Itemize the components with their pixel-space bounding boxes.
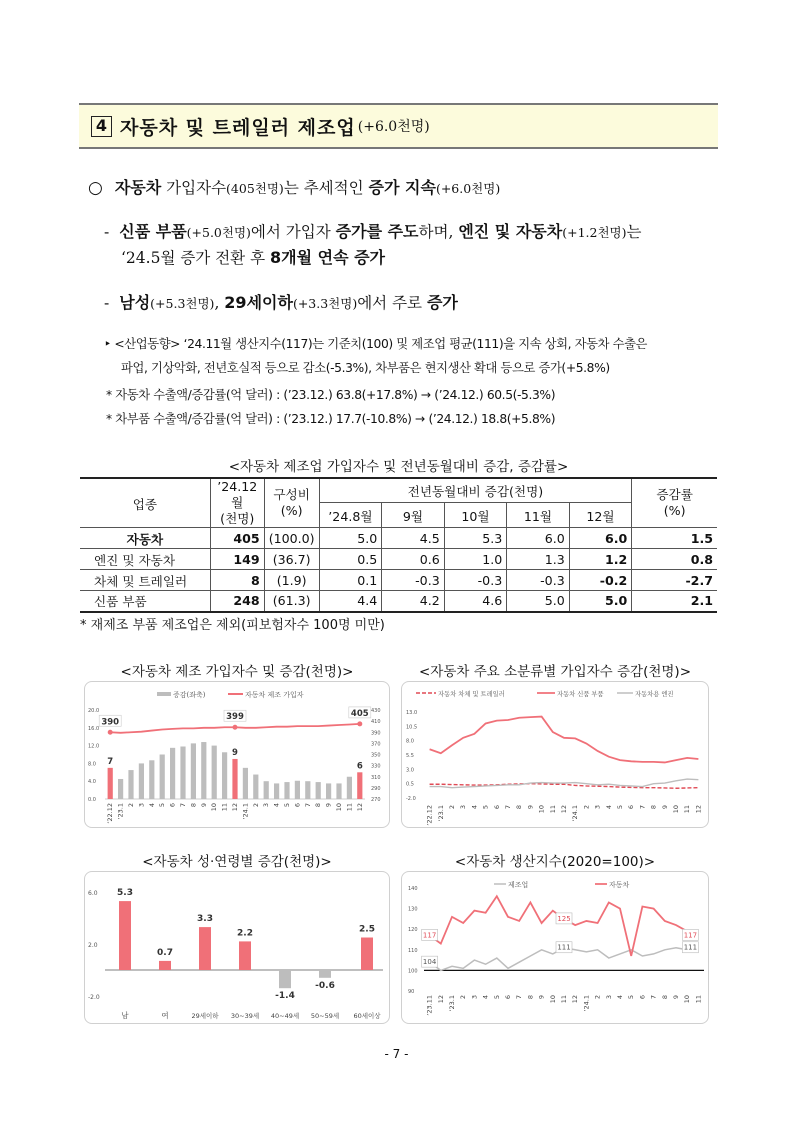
x-tick-label: 2 <box>251 803 260 808</box>
bar <box>128 770 133 799</box>
dash: - <box>104 294 110 312</box>
y-tick-label: 8.0 <box>406 738 414 745</box>
section-number: 4 <box>91 116 112 137</box>
data-label: 117 <box>683 931 698 940</box>
x-tick-label: 2 <box>582 805 591 810</box>
bar <box>357 772 362 799</box>
header-month: 11월 <box>507 503 570 528</box>
x-tick-label: 9 <box>324 803 333 808</box>
header-month: 10월 <box>444 503 507 528</box>
x-tick-label: 5 <box>627 995 636 1000</box>
chart1-title: <자동차 제조 가입자수 및 증감(천명)> <box>120 664 354 680</box>
y-tick-label: 90 <box>408 989 415 995</box>
y-tick-label-left: 4.0 <box>88 779 96 786</box>
data-label: 6 <box>356 761 363 772</box>
row-share: (36.7) <box>264 549 319 570</box>
bar <box>199 927 211 970</box>
x-tick-label: 7 <box>179 803 187 808</box>
x-tick-label: 4 <box>272 803 281 808</box>
row-rate: 1.5 <box>632 528 717 549</box>
p1-c: (405천명) <box>226 181 284 196</box>
y-tick-label: 140 <box>408 886 418 892</box>
bar <box>239 941 251 970</box>
p3-g: 증가 <box>426 293 458 312</box>
y-tick-label: 0.5 <box>406 781 414 788</box>
bar <box>326 783 331 799</box>
bar <box>108 768 113 799</box>
header-month: ’24.8월 <box>319 503 382 528</box>
x-tick-label: 남 <box>121 1011 129 1020</box>
x-tick-label: 12 <box>694 805 703 814</box>
bar <box>279 970 291 988</box>
row-share: (100.0) <box>264 528 319 549</box>
y-tick-label-right: 350 <box>371 752 381 759</box>
x-tick-label: 여 <box>161 1011 169 1020</box>
bar <box>253 775 258 799</box>
x-tick-label: 7 <box>504 805 512 810</box>
row-month: -0.3 <box>507 570 570 591</box>
export-note-car: * 자동차 수출액/증감률(억 달러) : (’23.12.) 63.8(+17.8%) → (’24.12.) 60.5(-5.3%) <box>106 388 556 402</box>
bar <box>222 752 227 799</box>
row-month: 0.1 <box>319 570 382 591</box>
bullet-circle: ○ <box>88 178 103 198</box>
series-line <box>430 784 699 789</box>
y-tick-label-left: 16.0 <box>88 725 100 732</box>
p3-e: (+3.3천명) <box>292 296 358 311</box>
series-line <box>430 717 699 763</box>
legend-label: 자동차 차체 및 트레일러 <box>438 691 505 698</box>
x-tick-label: 50~59세 <box>310 1012 340 1020</box>
series-line <box>430 779 699 788</box>
row-month: 5.0 <box>319 528 382 549</box>
chart-gender-age-svg <box>85 872 390 1024</box>
x-tick-label: 6 <box>168 803 177 808</box>
y-tick-label-right: 430 <box>371 708 381 714</box>
data-label: 111 <box>683 943 698 952</box>
x-tick-label: 6 <box>492 805 501 810</box>
x-tick-label: 3 <box>470 995 479 1000</box>
line-point <box>108 730 113 735</box>
p1-d: 는 추세적인 <box>283 179 369 197</box>
x-tick-label: 9 <box>672 995 680 1000</box>
bar <box>139 763 144 799</box>
y-tick-label-right: 270 <box>371 797 381 803</box>
dash: - <box>104 223 110 241</box>
x-tick-label: 11 <box>345 803 354 812</box>
x-tick-label: 4 <box>604 805 613 810</box>
header-rate-2: (%) <box>663 503 686 518</box>
bar <box>319 970 331 978</box>
x-tick-label: ’22.12 <box>106 803 115 824</box>
x-tick-label: 10 <box>335 803 343 812</box>
row-dec: 149 <box>210 549 264 570</box>
y-tick-label: 130 <box>408 906 418 913</box>
x-tick-label: 11 <box>548 805 557 814</box>
legend-swatch-bar <box>157 692 171 696</box>
x-tick-label: 8 <box>649 805 658 810</box>
paragraph-2-line-1 <box>104 219 641 242</box>
row-share: (1.9) <box>264 570 319 591</box>
x-tick-label: 10 <box>683 995 692 1004</box>
data-label: 399 <box>226 712 244 723</box>
chart-subscribers-svg <box>85 682 390 828</box>
bar <box>232 759 237 799</box>
header-dec-2: (천명) <box>220 511 255 526</box>
chart-subscribers <box>84 681 390 828</box>
x-tick-label: 6 <box>504 995 512 1000</box>
x-tick-label: ’23.1 <box>448 995 456 1012</box>
y-tick-label-right: 410 <box>371 719 381 726</box>
row-month: 1.2 <box>569 549 632 570</box>
x-tick-label: 9 <box>537 995 546 1000</box>
bar <box>295 781 300 799</box>
x-tick-label: ’24.1 <box>582 995 591 1012</box>
p2-d: 증가를 주도 <box>335 222 419 241</box>
x-tick-label: 7 <box>638 805 647 810</box>
x-tick-label: 10 <box>548 995 557 1004</box>
x-tick-label: 4 <box>481 995 490 1000</box>
chart2-title: <자동차 주요 소분류별 가입자수 증감(천명)> <box>418 664 692 680</box>
data-label: 125 <box>557 914 571 923</box>
row-month: 6.0 <box>569 528 632 549</box>
header-dec-1: ’24.12월 <box>217 479 258 510</box>
data-label: 111 <box>557 943 571 952</box>
x-tick-label: ’23.1 <box>436 805 445 822</box>
row-dec: 8 <box>210 570 264 591</box>
export-note-parts: * 차부품 수출액/증감률(억 달러) : (’23.12.) 17.7(-10.8%) → (’24.12.) 18.8(+5.8%) <box>106 412 556 426</box>
y-tick-label-right: 310 <box>371 774 381 781</box>
p2-b: (+5.0천명) <box>186 225 251 240</box>
x-tick-label: 11 <box>560 995 568 1004</box>
page-number: - 7 - <box>384 1047 409 1061</box>
chart-subcategory <box>401 681 709 828</box>
y-tick-label-left: 0.0 <box>88 797 96 803</box>
data-label: 0.7 <box>157 947 173 958</box>
header-dec <box>210 478 264 528</box>
x-tick-label: 8 <box>314 803 323 808</box>
legend-label: 자동차 <box>609 881 630 889</box>
x-tick-label: ’24.1 <box>571 805 580 822</box>
x-tick-label: 12 <box>231 803 239 812</box>
row-rate: -2.7 <box>632 570 717 591</box>
data-label: 104 <box>422 958 437 967</box>
x-tick-label: 11 <box>683 805 692 814</box>
subscriber-table <box>80 477 717 613</box>
bar <box>201 742 206 799</box>
x-tick-label: ’22.12 <box>425 805 434 826</box>
x-tick-label: 12 <box>355 803 364 812</box>
section-delta: (+6.0천명) <box>357 119 430 135</box>
table-row <box>80 570 717 591</box>
x-tick-label: 6 <box>627 805 636 810</box>
row-rate: 2.1 <box>632 591 717 612</box>
y-tick-label: -2.0 <box>88 994 100 1001</box>
x-tick-label: 8 <box>189 803 198 808</box>
data-label: 5.3 <box>117 888 133 899</box>
x-tick-label: 3 <box>459 805 468 810</box>
bar <box>274 783 279 799</box>
bar <box>180 746 185 799</box>
table-row <box>80 549 717 570</box>
bar <box>243 768 248 799</box>
table-title: <자동차 제조업 가입자수 및 전년동월대비 증감, 증감률> <box>228 459 569 475</box>
row-month: 5.0 <box>569 591 632 612</box>
legend-label: 자동차용 엔진 <box>635 691 674 698</box>
x-tick-label: 60세이상 <box>353 1012 381 1020</box>
x-tick-label: 7 <box>303 803 312 808</box>
y-tick-label: 13.0 <box>406 710 418 716</box>
x-tick-label: 6 <box>293 803 302 808</box>
y-tick-label-right: 370 <box>371 741 381 748</box>
p1-b: 가입자수 <box>161 179 227 197</box>
row-month: -0.2 <box>569 570 632 591</box>
table-row <box>80 528 717 549</box>
row-month: 4.2 <box>382 591 445 612</box>
header-industry: 업종 <box>80 478 210 528</box>
x-tick-label: 9 <box>660 805 669 810</box>
chart-subcategory-svg <box>402 682 709 828</box>
p2-l2b: 8개월 연속 증가 <box>270 248 386 267</box>
p3-d: 29세이하 <box>224 293 293 312</box>
data-label: 405 <box>350 708 369 719</box>
x-tick-label: ’24.1 <box>241 803 250 820</box>
y-tick-label: 100 <box>408 968 418 975</box>
x-tick-label: 30~39세 <box>230 1012 260 1020</box>
line-point <box>233 725 238 730</box>
row-share: (61.3) <box>264 591 319 612</box>
p2-g: (+1.2천명) <box>562 225 627 240</box>
x-tick-label: 4 <box>616 995 624 1000</box>
chart-production-index-svg <box>402 872 709 1024</box>
p1-a: 자동차 <box>114 178 162 197</box>
x-tick-label: 3 <box>262 803 271 808</box>
x-tick-label: 5 <box>283 803 291 808</box>
y-tick-label: 120 <box>408 927 418 934</box>
x-tick-label: 2 <box>593 995 602 1000</box>
row-name: 차체 및 트레일러 <box>80 570 210 591</box>
bar <box>149 760 154 799</box>
bar <box>347 777 352 799</box>
x-tick-label: 11 <box>220 803 229 812</box>
y-tick-label-right: 330 <box>371 763 381 770</box>
data-label: -0.6 <box>315 980 335 991</box>
x-tick-label: 12 <box>560 805 568 814</box>
bar <box>159 961 171 970</box>
y-tick-label: 3.0 <box>406 767 414 774</box>
p3-a: 남성 <box>119 293 151 312</box>
paragraph-3 <box>104 290 458 313</box>
y-tick-label: 5.5 <box>406 753 414 759</box>
p2-e: 하며, <box>418 223 459 241</box>
paragraph-2-line-2 <box>121 245 385 268</box>
x-tick-label: 7 <box>649 995 658 1000</box>
bar <box>191 743 196 799</box>
bar <box>336 783 341 799</box>
row-dec: 248 <box>210 591 264 612</box>
p1-e: 증가 지속 <box>368 178 436 197</box>
x-tick-label: 2 <box>459 995 468 1000</box>
row-dec: 405 <box>210 528 264 549</box>
p2-l2a: ‘24.5월 증가 전환 후 <box>121 249 270 267</box>
row-month: -0.3 <box>444 570 507 591</box>
bar <box>305 781 310 799</box>
row-name: 자동차 <box>80 528 210 549</box>
p3-b: (+5.3천명) <box>150 296 215 311</box>
section-header <box>79 103 718 149</box>
industry-note-line-1: ‣ <산업동향> ‘24.11월 생산지수(117)는 기준치(100) 및 제조업 평균(111)을 지속 상회, 자동차 수출은 <box>104 337 648 351</box>
row-month: 5.0 <box>507 591 570 612</box>
y-tick-label-left: 20.0 <box>88 708 100 714</box>
row-month: 4.5 <box>382 528 445 549</box>
chart-gender-age <box>84 871 390 1024</box>
table-footnote: * 재제조 부품 제조업은 제외(피보험자수 100명 미만) <box>80 618 385 633</box>
x-tick-label: 4 <box>147 803 156 808</box>
x-tick-label: 3 <box>593 805 602 810</box>
x-tick-label: 9 <box>199 803 208 808</box>
row-rate: 0.8 <box>632 549 717 570</box>
chart4-title: <자동차 생산지수(2020=100)> <box>454 854 656 870</box>
bar <box>264 781 269 799</box>
bar <box>361 938 373 971</box>
y-tick-label: -2.0 <box>406 796 416 802</box>
y-tick-label-right: 390 <box>371 730 381 737</box>
p2-c: 에서 가입자 <box>250 223 336 241</box>
y-tick-label: 6.0 <box>88 890 98 897</box>
header-yoy: 전년동월대비 증감(천명) <box>319 478 632 503</box>
p1-f: (+6.0천명) <box>435 181 501 196</box>
x-tick-label: 8 <box>660 995 669 1000</box>
row-name: 엔진 및 자동차 <box>80 549 210 570</box>
x-tick-label: 8 <box>515 805 524 810</box>
x-tick-label: 3 <box>604 995 613 1000</box>
x-tick-label: 6 <box>638 995 647 1000</box>
data-label: 2.5 <box>359 924 375 935</box>
x-tick-label: 5 <box>492 995 501 1000</box>
x-tick-label: 2 <box>448 805 456 810</box>
x-tick-label: 10 <box>672 805 680 814</box>
x-tick-label: 7 <box>515 995 524 1000</box>
bar <box>316 782 321 799</box>
row-month: -0.3 <box>382 570 445 591</box>
chart3-title: <자동차 성·연령별 증감(천명)> <box>142 854 332 870</box>
data-label: -1.4 <box>275 991 295 1002</box>
x-tick-label: 5 <box>158 803 167 808</box>
row-month: 4.6 <box>444 591 507 612</box>
x-tick-label: 40~49세 <box>270 1012 300 1020</box>
x-tick-label: 5 <box>616 805 624 810</box>
x-tick-label: ’23.1 <box>116 803 125 820</box>
header-rate <box>632 478 717 528</box>
x-tick-label: 12 <box>571 995 580 1004</box>
bar <box>118 779 123 799</box>
header-share-1: 구성비 <box>273 487 310 502</box>
row-month: 6.0 <box>507 528 570 549</box>
x-tick-label: 2 <box>127 803 135 808</box>
row-name: 신품 부품 <box>80 591 210 612</box>
x-tick-label: 10 <box>210 803 219 812</box>
data-label: 390 <box>101 717 120 728</box>
p3-f: 에서 주로 <box>357 294 427 312</box>
y-tick-label-left: 12.0 <box>88 743 100 750</box>
header-share <box>264 478 319 528</box>
bar <box>119 901 131 970</box>
header-share-2: (%) <box>280 503 303 518</box>
table-row <box>80 591 717 612</box>
chart-production-index <box>401 871 709 1024</box>
legend-label: 증감(좌축) <box>173 691 206 699</box>
x-tick-label: 3 <box>137 803 146 808</box>
bar <box>170 748 175 799</box>
row-month: 0.5 <box>319 549 382 570</box>
y-tick-label-left: 8.0 <box>88 761 96 768</box>
x-tick-label: ’23.11 <box>425 995 434 1016</box>
p2-f: 엔진 및 자동차 <box>458 222 563 241</box>
y-tick-label: 110 <box>408 947 418 954</box>
header-month: 12월 <box>569 503 632 528</box>
p2-h: 는 <box>626 223 642 241</box>
x-tick-label: 8 <box>526 995 535 1000</box>
row-month: 5.3 <box>444 528 507 549</box>
data-label: 2.2 <box>237 928 253 939</box>
x-tick-label: 9 <box>526 805 535 810</box>
line-point <box>357 721 362 726</box>
bar <box>284 782 289 799</box>
data-label: 7 <box>107 756 114 767</box>
legend-label: 자동차 신품 부품 <box>557 691 604 698</box>
header-rate-1: 증감률 <box>656 487 693 502</box>
data-label: 9 <box>232 747 238 758</box>
legend-label: 제조업 <box>508 881 529 889</box>
row-month: 1.0 <box>444 549 507 570</box>
y-tick-label-right: 290 <box>371 785 381 792</box>
x-tick-label: 5 <box>481 805 490 810</box>
y-tick-label: 2.0 <box>88 942 98 949</box>
data-label: 3.3 <box>197 914 213 925</box>
x-tick-label: 12 <box>436 995 445 1004</box>
p2-a: 신품 부품 <box>119 222 187 241</box>
section-title: 자동차 및 트레일러 제조업 <box>120 116 356 139</box>
row-month: 0.6 <box>382 549 445 570</box>
row-month: 1.3 <box>507 549 570 570</box>
x-tick-label: 4 <box>470 805 479 810</box>
header-month: 9월 <box>382 503 445 528</box>
row-month: 4.4 <box>319 591 382 612</box>
bar <box>212 746 217 799</box>
data-label: 117 <box>422 931 437 940</box>
x-tick-label: 10 <box>537 805 546 814</box>
y-tick-label: 10.5 <box>406 724 418 731</box>
x-tick-label: 29세이하 <box>191 1012 219 1020</box>
bar <box>160 755 165 800</box>
x-tick-label: 11 <box>694 995 703 1004</box>
paragraph-1 <box>88 175 500 198</box>
legend-label: 자동차 제조 가입자 <box>245 691 304 699</box>
industry-note-line-2: 파업, 기상악화, 전년호실적 등으로 감소(-5.3%), 차부품은 현지생산 확대 등으로 증가(+5.8%) <box>121 361 610 375</box>
p3-c: , <box>214 294 225 312</box>
